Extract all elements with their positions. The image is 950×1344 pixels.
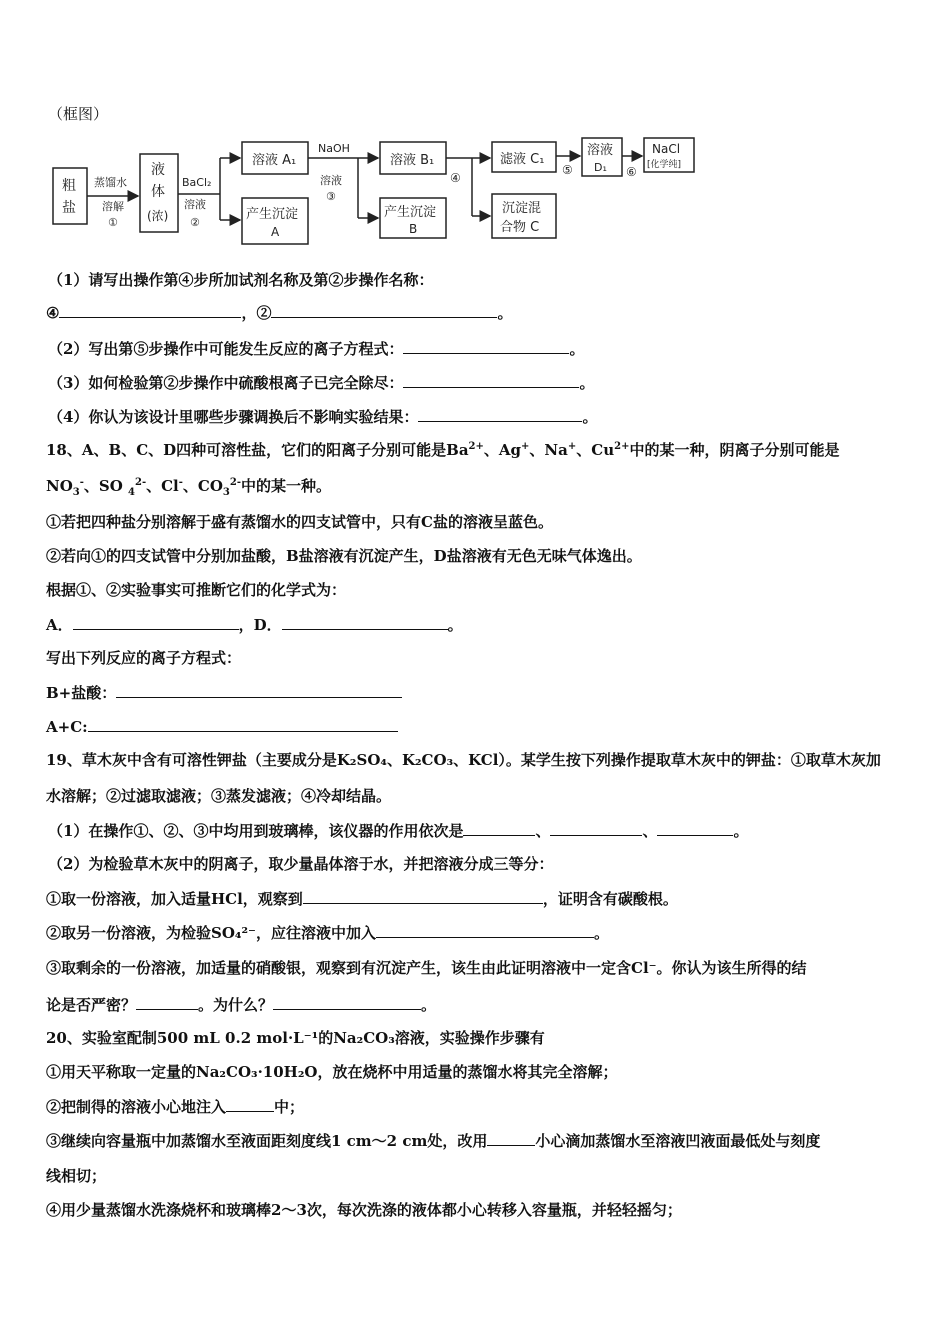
arrow3-label-2: 溶液 xyxy=(320,174,342,187)
solution-d1-1: 溶液 xyxy=(587,143,614,158)
q18-infer: 根据①、②实验事实可推断它们的化学式为： xyxy=(46,581,347,599)
solution-d1-2: D₁ xyxy=(594,161,607,174)
q19-intro-2: 水溶解；②过滤取滤液；③蒸发滤液；④冷却结晶。 xyxy=(46,787,392,805)
q19-intro: 19、草木灰中含有可溶性钾盐（主要成分是K₂SO₄、K₂CO₃、KCl）。某学生按下列操作提取草木灰中的钾盐：①取草木灰加 xyxy=(46,751,881,769)
nacl-2: [化学纯] xyxy=(647,160,682,170)
arrow2-label-3: ② xyxy=(190,216,200,229)
q20-step2: ②把制得的溶液小心地注入 中； xyxy=(46,1098,305,1116)
arrow1-label-3: ① xyxy=(108,216,118,229)
liquid-2: 体 xyxy=(151,184,165,200)
answer-blank[interactable] xyxy=(403,338,569,354)
answer-blank[interactable] xyxy=(226,1096,274,1112)
q18-a-c: A+C: xyxy=(46,716,398,737)
q18-b-hcl: B+盐酸： xyxy=(46,682,402,703)
diagram-caption: （框图） xyxy=(48,105,109,123)
answer-blank[interactable] xyxy=(418,406,582,422)
liquid-1: 液 xyxy=(151,162,165,178)
q18-intro: 18、A、B、C、D四种可溶性盐，它们的阳离子分别可能是$Ba^{2+}$、Ag+、Na+、$Cu^{2+}$中的某一种，阴离子分别可能是 xyxy=(46,441,840,459)
arrow3-label-3: ③ xyxy=(326,190,336,203)
q19-part1: （1）在操作①、②、③中均用到玻璃棒，该仪器的作用依次是 、 、 。 xyxy=(48,822,749,840)
solution-b1: 溶液 B₁ xyxy=(390,153,435,168)
precip-b-2: B xyxy=(409,222,418,236)
answer-blank[interactable] xyxy=(273,994,421,1010)
crude-salt-2: 盐 xyxy=(62,200,76,216)
arrow1-label-1: 蒸馏水 xyxy=(94,176,127,189)
q18-obs1: ①若把四种盐分别溶解于盛有蒸馏水的四支试管中，只有C盐的溶液呈蓝色。 xyxy=(46,513,553,531)
answer-blank[interactable] xyxy=(550,820,642,836)
liquid-3: (浓) xyxy=(147,209,169,223)
q20-step3: ③继续向容量瓶中加蒸馏水至液面距刻度线1 cm～2 cm处，改用 小心滴加蒸馏水至溶液凹液面最低处与刻度 xyxy=(46,1132,821,1150)
precip-a-1: 产生沉淀 xyxy=(246,207,299,222)
arrow1-label-2: 溶解 xyxy=(102,200,124,213)
answer-blank[interactable] xyxy=(376,922,594,938)
arrow4-label: ④ xyxy=(450,171,461,185)
q19-step3: ③取剩余的一份溶液，加适量的硝酸银，观察到有沉淀产生，该生由此证明溶液中一定含Cl⁻。你认为该生所得的结 xyxy=(46,959,807,977)
arrow5-label: ⑤ xyxy=(562,163,573,177)
q17-part2: （2）写出第⑤步操作中可能发生反应的离子方程式： 。 xyxy=(48,340,585,358)
filtrate-c1: 滤液 C₁ xyxy=(500,152,545,167)
answer-blank[interactable] xyxy=(487,1130,535,1146)
answer-blank[interactable] xyxy=(657,820,733,836)
answer-blank[interactable] xyxy=(73,614,239,630)
q18-ad: A． ，D． 。 xyxy=(46,616,463,634)
q20-step3-2: 线相切； xyxy=(46,1167,107,1185)
answer-blank[interactable] xyxy=(116,682,402,698)
arrow2-label-1: BaCl₂ xyxy=(182,176,212,189)
flow-diagram xyxy=(50,134,700,248)
nacl-1: NaCl xyxy=(652,142,681,156)
q17-part3: （3）如何检验第②步操作中硫酸根离子已完全除尽： 。 xyxy=(48,374,595,392)
q19-step2: ②取另一份溶液，为检验SO₄²⁻，应往溶液中加入 。 xyxy=(46,924,609,942)
q17-part1: （1）请写出操作第④步所加试剂名称及第②步操作名称： xyxy=(48,271,434,289)
q20-step1: ①用天平称取一定量的Na₂CO₃·10H₂O，放在烧杯中用适量的蒸馏水将其完全溶解； xyxy=(46,1063,618,1081)
q17-part4: （4）你认为该设计里哪些步骤调换后不影响实验结果： 。 xyxy=(48,408,598,426)
q19-step3-2: 论是否严密？ 。为什么？ 。 xyxy=(46,996,437,1014)
arrow3-label-1: NaOH xyxy=(318,142,350,155)
q20-step4: ④用少量蒸馏水洗涤烧杯和玻璃棒2～3次，每次洗涤的液体都小心转移入容量瓶，并轻轻摇匀； xyxy=(46,1201,682,1219)
solution-a1: 溶液 A₁ xyxy=(252,153,297,168)
precip-b-1: 产生沉淀 xyxy=(384,205,437,220)
arrow6-label: ⑥ xyxy=(626,165,637,179)
answer-blank[interactable] xyxy=(403,372,579,388)
q17-part1-answer: ④ ，② 。 xyxy=(46,304,513,322)
answer-blank[interactable] xyxy=(282,614,448,630)
q19-step1: ①取一份溶液，加入适量HCl，观察到 ，证明含有碳酸根。 xyxy=(46,890,678,908)
q18-ion-eq: 写出下列反应的离子方程式： xyxy=(46,649,242,667)
q18-obs2: ②若向①的四支试管中分别加盐酸，B盐溶液有沉淀产生，D盐溶液有无色无味气体逸出。 xyxy=(46,547,642,565)
answer-blank[interactable] xyxy=(463,820,535,836)
q20-intro: 20、实验室配制500 mL 0.2 mol·L⁻¹的Na₂CO₃溶液，实验操作步骤有 xyxy=(46,1029,545,1047)
answer-blank[interactable] xyxy=(136,994,198,1010)
answer-blank[interactable] xyxy=(59,302,241,318)
precip-a-2: A xyxy=(271,225,280,239)
answer-blank[interactable] xyxy=(271,302,497,318)
answer-blank[interactable] xyxy=(303,888,543,904)
q18-anions: $NO_3^-$、SO $_4^{2-}$、Cl-、$CO_3^{2-}$中的某一种。 xyxy=(46,477,332,498)
precip-mix-c-2: 合物 C xyxy=(500,220,540,235)
arrow2-label-2: 溶液 xyxy=(184,198,206,211)
precip-mix-c-1: 沉淀混 xyxy=(502,201,542,216)
crude-salt-1: 粗 xyxy=(62,178,76,194)
q19-part2: （2）为检验草木灰中的阴离子，取少量晶体溶于水，并把溶液分成三等分： xyxy=(48,855,554,873)
answer-blank[interactable] xyxy=(88,716,398,732)
